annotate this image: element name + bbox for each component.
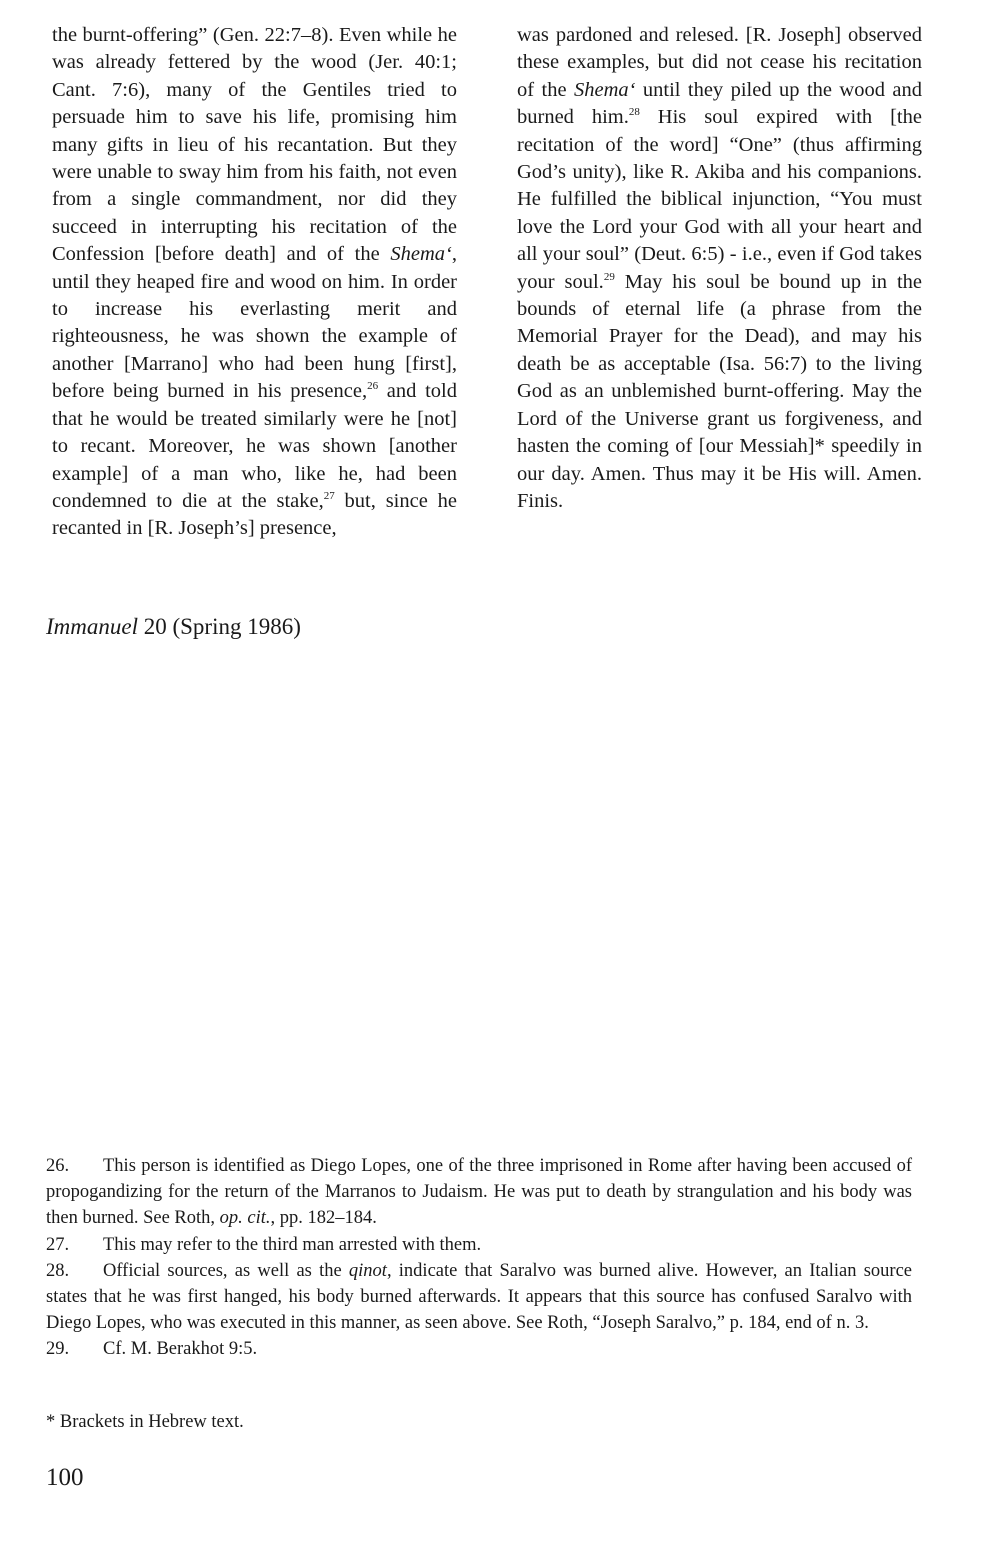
text-run: , until they heaped fire and wood on him. In order to increase his everlasting merit and righteousness, he was shown the example of another [Marrano] who had been hung [first], before being burned in his presence, xyxy=(52,243,457,403)
right-text-column xyxy=(517,22,922,515)
text-run: the burnt-offering” (Gen. 22:7–8). Even while he was already fettered by the wood (Jer. 40:1; Cant. 7:6), many of the Gentiles tried to persuade him to save his life, promising him many gifts in lieu of his recantation. But they were unable to sway him from his faith, not even from a single commandment, nor did they succeed in interrupting his recitation of the Confession [before death] and of the xyxy=(52,24,457,266)
right-column-paragraph xyxy=(517,22,922,515)
footnote xyxy=(46,1258,912,1337)
text-run: May his soul be bound up in the bounds of eternal life (a phrase from the Memorial Prayer for the Dead), and may his death be as acceptable (Isa. 56:7) to the living God as an unblemished burnt-offering. May the Lord of the Universe grant us forgiveness, and hasten the coming of [our Messiah]* speedily in our day. Amen. Thus may it be His will. Amen. Finis. xyxy=(517,270,923,512)
text-run: , pp. 182–184. xyxy=(270,1208,377,1229)
left-text-column xyxy=(52,22,457,543)
text-run: This person is identified as Diego Lopes, one of the three imprisoned in Rome after having been accused of propogandizing for the return of the Marranos to Judaism. He was put to death by strangulation and his body was then burned. See Roth, xyxy=(46,1156,912,1229)
footnote-number: 27. xyxy=(46,1234,70,1255)
footnote-reference: 26 xyxy=(367,380,379,393)
text-run: but, since he recanted in [R. Joseph’s] presence, xyxy=(52,489,457,540)
footnote xyxy=(46,1336,912,1362)
italic-text: Shema‘ xyxy=(573,78,636,101)
text-run: His soul expired with [the recitation of the word] “One” (thus affirming God’s unity), like R. Akiba and his companions. He fulfilled the biblical injunction, “You must love the Lord your God with all your heart and all your soul” (Deut. 6:5) - i.e., even if God takes your soul. xyxy=(517,106,922,293)
italic-text: qinot xyxy=(348,1260,387,1281)
journal-issue: 20 (Spring 1986) xyxy=(137,614,301,639)
footnote-reference: 28 xyxy=(628,106,640,119)
journal-citation xyxy=(46,612,301,642)
journal-title: Immanuel xyxy=(46,614,138,639)
text-run: This may refer to the third man arrested with them. xyxy=(103,1234,482,1255)
left-column-paragraph xyxy=(52,22,457,543)
page-number: 100 xyxy=(46,1464,84,1491)
text-run: was pardoned and relesed. [R. Joseph] observed these examples, but did not cease his recitation of the xyxy=(517,24,922,101)
footnote xyxy=(46,1153,912,1232)
footnote-reference: 27 xyxy=(323,489,335,502)
footnote xyxy=(46,1232,912,1258)
text-run: Cf. M. Berakhot 9:5. xyxy=(103,1339,258,1360)
text-run: Official sources, as well as the xyxy=(103,1260,349,1281)
text-run: until they piled up the wood and burned him. xyxy=(517,78,922,129)
bracket-note: * Brackets in Hebrew text. xyxy=(46,1412,244,1432)
italic-text: op. cit. xyxy=(219,1208,271,1229)
text-run: , indicate that Saralvo was burned alive. However, an Italian source states that he was first hanged, his body burned afterwards. It appears that this source has confused Saralvo with Diego Lopes, who was executed in this manner, as seen above. See Roth, “Joseph Saralvo,” p. 184, end of n. 3. xyxy=(46,1260,912,1334)
footnote-number: 28. xyxy=(46,1260,70,1281)
footnote-number: 26. xyxy=(46,1156,70,1176)
text-run: and told that he would be treated similarly were he [not] to recant. Moreover, he was shown [another example] of a man who, like he, had been condemned to die at the stake, xyxy=(52,380,457,512)
footnote-number: 29. xyxy=(46,1339,70,1360)
italic-text: Shema‘ xyxy=(390,243,452,266)
footnotes-section xyxy=(46,1153,912,1363)
footnote-reference: 29 xyxy=(603,270,615,283)
